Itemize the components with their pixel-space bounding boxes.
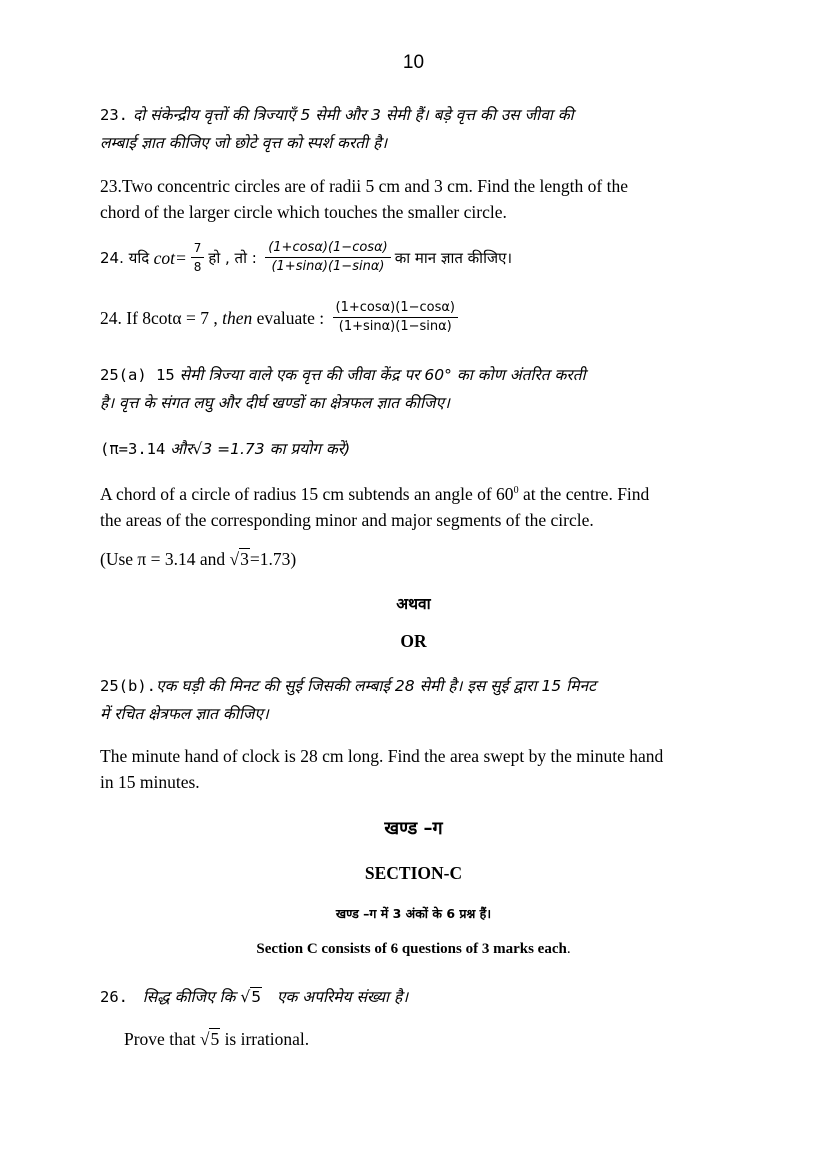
q26-english — [124, 1026, 764, 1052]
q26-hi-a: सिद्ध कीजिए कि √ — [142, 988, 251, 1006]
q24-english — [100, 300, 740, 335]
q25a-hi-line1: सेमी त्रिज्या वाले एक वृत्त की जीवा केंद्र पर 60° का कोण अंतरित करती — [179, 366, 586, 384]
q24-hi-fraction — [191, 240, 205, 275]
section-english-title: SECTION-C — [364, 863, 463, 883]
q25b-hi-number: 25(b). — [100, 677, 156, 695]
q26-hindi — [100, 983, 740, 1011]
q24-hi-frac-num: 7 — [191, 240, 205, 258]
q23-hi-line1: दो संकेन्द्रीय वृत्तों की त्रिज्याएँ 5 सेमी और 3 सेमी हैं। बड़े वृत्त की उस जीवा की — [132, 106, 574, 124]
q26-en-b: is irrational. — [220, 1029, 310, 1049]
q25a-hindi — [100, 361, 740, 417]
or-hindi: अथवा — [396, 595, 431, 613]
q25a-en-use-root: 3 — [240, 549, 249, 569]
q23-hi-number: 23. — [100, 106, 128, 124]
q24-en-expr-num: (1+cosα)(1−cosα) — [333, 300, 459, 318]
q23-english — [100, 173, 740, 225]
q24-hindi — [100, 240, 740, 275]
q25a-english — [100, 478, 740, 533]
q25a-en-use — [100, 546, 740, 572]
page-number: 10 — [402, 52, 425, 73]
q23-en-line2: chord of the larger circle which touches the smaller circle. — [100, 202, 507, 222]
q24-en-expression — [333, 300, 459, 335]
section-hindi-title: खण्ड –ग — [384, 818, 443, 839]
q24-en-evaluate: evaluate : — [256, 307, 325, 328]
section-hindi-note: खण्ड –ग में 3 अंकों के 6 प्रश्न हैं। — [335, 906, 492, 921]
q26-hi-b: एक अपरिमेय संख्या है। — [276, 988, 409, 1006]
q25b-hi-line2: में रचित क्षेत्रफल ज्ञात कीजिए। — [100, 705, 269, 723]
section-en-note-dot: . — [566, 941, 571, 957]
q24-hi-cot: cot= — [153, 247, 187, 268]
q26-en-a: Prove that √ — [124, 1029, 210, 1049]
q24-hi-expr-den: (1+sinα)(1−sinα) — [271, 259, 385, 274]
q25b-en-line1: The minute hand of clock is 28 cm long. Find the area swept by the minute hand — [100, 746, 664, 766]
q24-hi-frac-den: 8 — [193, 260, 202, 274]
q26-hi-number: 26. — [100, 988, 128, 1006]
q25a-en-line1b: at the centre. Find — [518, 483, 650, 504]
q25a-en-line1a: A chord of a circle of radius 15 cm subtends an angle of 60 — [100, 483, 514, 504]
q25a-en-degree: 0 — [513, 485, 519, 496]
q25a-hi-number: 25(a) 15 — [100, 366, 175, 384]
q25a-hi-line2: है। वृत्त के संगत लघु और दीर्घ खण्डों का क्षेत्रफल ज्ञात कीजिए। — [100, 394, 450, 412]
q25a-hi-use — [100, 435, 740, 463]
q24-hi-prefix: 24. यदि — [100, 248, 150, 267]
q24-en-expr-den: (1+sinα)(1−sinα) — [338, 319, 452, 334]
q25a-hi-use-b: और√3 =1.73 — [170, 440, 265, 458]
q25b-english — [100, 743, 750, 795]
q25b-hindi — [100, 672, 740, 728]
q23-hi-line2: लम्बाई ज्ञात कीजिए जो छोटे वृत्त को स्पर्श करती है। — [100, 134, 388, 152]
q24-en-then: then — [222, 307, 253, 328]
q24-hi-mid: हो , तो : — [208, 248, 257, 267]
or-english: OR — [400, 631, 427, 651]
q25b-hi-line1: एक घड़ी की मिनट की सुई जिसकी लम्बाई 28 सेमी है। इस सुई द्वारा 15 मिनट — [156, 677, 596, 695]
q25a-en-line2: the areas of the corresponding minor and major segments of the circle. — [100, 509, 594, 530]
q24-hi-expr-num: (1+cosα)(1−cosα) — [265, 240, 391, 258]
q26-en-root: 5 — [210, 1029, 220, 1049]
q23-en-line1: 23.Two concentric circles are of radii 5 cm and 3 cm. Find the length of the — [100, 176, 628, 196]
q24-hi-expression — [265, 240, 391, 275]
q24-hi-suffix: का मान ज्ञात कीजिए। — [394, 248, 513, 267]
q25a-hi-use-c: का प्रयोग करें) — [269, 440, 351, 458]
q26-hi-root: 5 — [251, 988, 262, 1006]
q25b-en-line2: in 15 minutes. — [100, 772, 200, 792]
q25a-hi-use-a: (π=3.14 — [100, 440, 166, 458]
q23-hindi — [100, 101, 740, 157]
section-en-note-text: Section C consists of 6 questions of 3 marks each — [256, 941, 567, 957]
section-english-note — [0, 941, 827, 958]
q24-en-prefix: 24. If 8cotα = 7 , — [100, 307, 218, 328]
q25a-en-use-a: (Use π = 3.14 and √ — [100, 549, 240, 569]
q25a-en-use-b: =1.73) — [249, 549, 297, 569]
